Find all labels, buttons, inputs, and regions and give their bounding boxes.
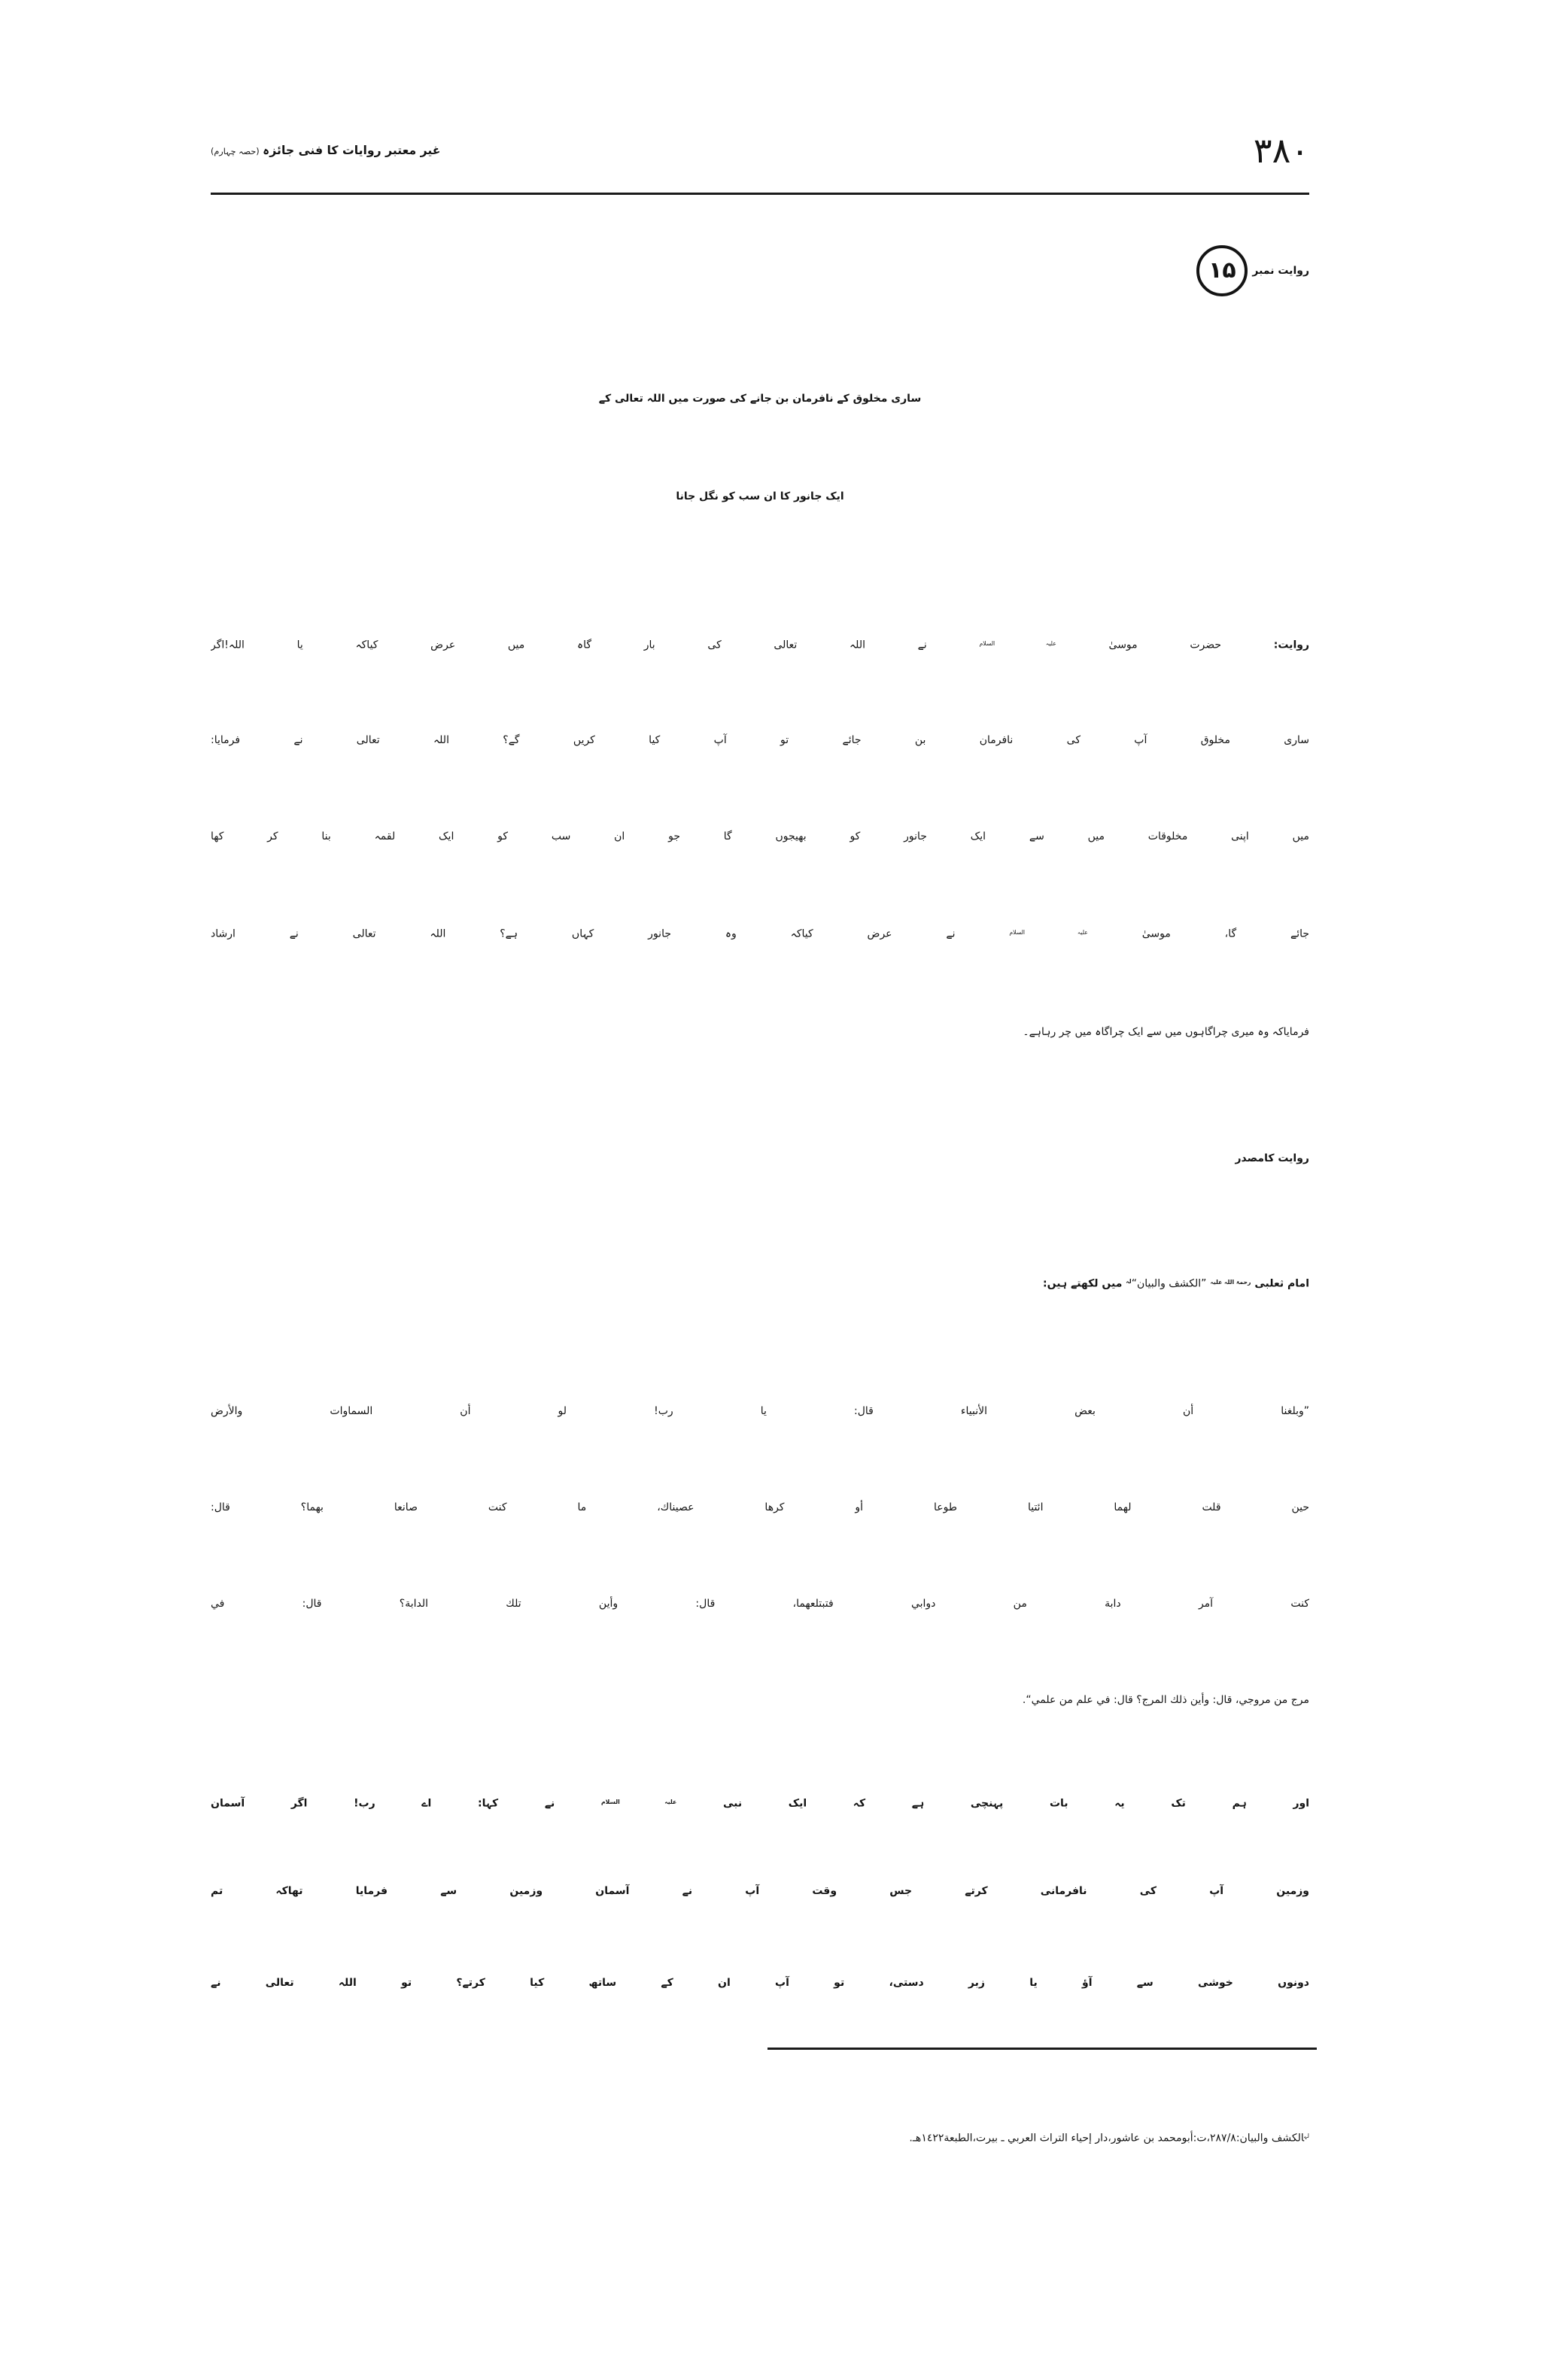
source-book-name: ”الکشف والبیان“ xyxy=(1131,1277,1207,1290)
honorific-alayhis-salam: علیہ السلام xyxy=(979,640,1056,647)
arabic-quote-line-1: ”وبلغنا أن بعض الأنبياء قال: يا رب! لو أن السماوات والأرض xyxy=(211,1405,1309,1417)
running-header xyxy=(211,124,783,177)
footnote-text: الکشف والبیان:۲۸۷/۸،ت:أبومحمد بن عاشور،دار إحياء التراث العربي ـ بيرت،الطبعة١٤٢٢هـ. xyxy=(909,2132,1305,2145)
narration-heading xyxy=(211,241,1309,301)
honorific-rahimahullah: رحمۃ اللہ علیہ xyxy=(1210,1279,1251,1286)
arabic-quote-line-2: حين قلت لهما ائتيا طوعا أو كرها عصيناك، ما كنت صانعا بهما؟ قال: xyxy=(211,1501,1309,1513)
source-intro-a: امام ثعلبی xyxy=(1254,1277,1309,1290)
source-intro-b: میں لکھتے ہیں: xyxy=(1043,1277,1123,1290)
footnote-marker: لہ xyxy=(1304,2133,1309,2139)
translation-line-1 xyxy=(211,1765,1309,1840)
narration-line-4-a: جائے گا، موسیٰ xyxy=(1141,927,1309,940)
page-title-line-2: ایک جانور کا ان سب کو نگل جانا xyxy=(676,490,844,502)
translation-line-3: دونوں خوشی سے آؤ یا زبر دستی، تو آپ ان کے ساتھ کیا کرتے؟ تو اللہ تعالی نے xyxy=(211,1977,1309,1989)
source-intro-line xyxy=(211,1244,1309,1319)
narration-line-3: میں اپنی مخلوقات میں سے ایک جانور کو بھیجوں گا جو ان سب کو ایک لقمہ بنا کر کھا xyxy=(211,830,1309,842)
narration-line-5: فرمایاکہ وہ میری چراگاہوں میں سے ایک چراگاہ میں چر رہاہے۔ xyxy=(1023,1026,1309,1038)
narration-number-badge: ۱۵ xyxy=(1196,245,1248,296)
arabic-quote-line-3: كنت آمر دابة من دوابي فتبتلعهما، قال: وأين تلك الدابة؟ قال: في xyxy=(211,1598,1309,1610)
translation-line-1-a: اور ہم تک یہ بات پہنچی ہے کہ ایک نبی xyxy=(722,1797,1309,1810)
header-rule xyxy=(211,193,1309,195)
book-title: غیر معتبر روایات کا فنی جائزہ xyxy=(263,143,441,157)
book-part: (حصہ چہارم) xyxy=(211,147,260,156)
page-title-line-1: ساری مخلوق کے نافرمان بن جانے کی صورت میں اللہ تعالی کے xyxy=(598,393,922,405)
footnote xyxy=(241,2115,1309,2157)
narration-line-1 xyxy=(211,606,1309,682)
narration-line-4-b: نے عرض کیاکہ وہ جانور کہاں ہے؟ اللہ تعالی نے ارشاد xyxy=(211,927,956,940)
narration-label: روایت نمبر xyxy=(1252,265,1309,277)
narration-line-1-b: نے اللہ تعالی کی بار گاہ میں عرض کیاکہ یا اللہ!اگر xyxy=(211,639,927,651)
arabic-quote-line-4: مرج من مروجي، قال: وأين ذلك المرج؟ قال: في علم من علمي“. xyxy=(1022,1694,1309,1706)
footnote-reference: لہ xyxy=(1126,1278,1132,1285)
translation-line-2: وزمین آپ کی نافرمانی کرتے جس وقت آپ نے آسمان وزمین سے فرمایا تھاکہ تم xyxy=(211,1885,1309,1897)
narration-line-4 xyxy=(211,895,1309,970)
honorific-alayhis-salam: علیہ السلام xyxy=(600,1799,677,1805)
narration-label-text: روایت: xyxy=(1273,639,1309,651)
page-number: ۳۸۰ xyxy=(1253,130,1309,171)
footnote-rule xyxy=(767,2048,1317,2050)
translation-line-1-b: نے کہا: اے رب! اگر آسمان xyxy=(211,1797,555,1810)
narration-line-1-a: حضرت موسیٰ xyxy=(1108,639,1222,651)
source-heading: روایت کامصدر xyxy=(1235,1152,1309,1164)
narration-line-2: ساری مخلوق آپ کی نافرمان بن جائے تو آپ کیا کریں گے؟ اللہ تعالی نے فرمایا: xyxy=(211,734,1309,746)
honorific-alayhis-salam: علیہ السلام xyxy=(1009,929,1088,936)
